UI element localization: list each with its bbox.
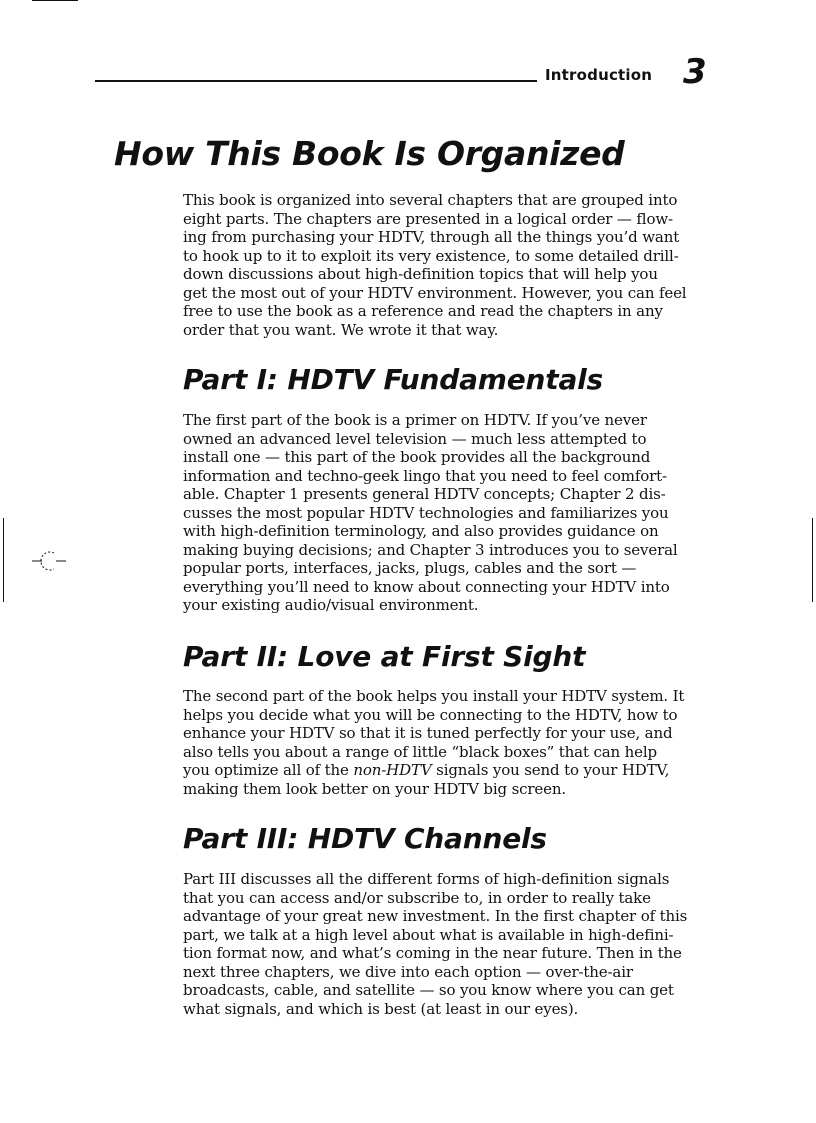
text-line: free to use the book as a reference and read the chapters in any <box>183 302 663 320</box>
section-heading-part-2: Part II: Love at First Sight <box>183 640 586 673</box>
text-line: ing from purchasing your HDTV, through all the things you’d want <box>183 228 680 246</box>
text-line: cusses the most popular HDTV technologies and familiarizes you <box>183 503 669 522</box>
text-line: owned an advanced level television — much less attempted to <box>183 429 647 448</box>
page-number: 3 <box>683 52 707 92</box>
text-line: that you can access and/or subscribe to, in order to really take <box>183 888 651 907</box>
paragraph-part-2 <box>183 687 723 798</box>
text-line: eight parts. The chapters are presented in a logical order — flow- <box>183 209 673 228</box>
text-line: order that you want. We wrote it that way. <box>183 320 499 339</box>
text-line: Part III discusses all the different forms of high-definition signals <box>183 870 670 888</box>
text-line <box>183 761 723 780</box>
text-line-end: signals you send to your HDTV, <box>436 761 670 779</box>
text-line: down discussions about high-definition topics that will help you <box>183 265 658 283</box>
text-line: get the most out of your HDTV environment. However, you can feel <box>183 283 687 302</box>
paragraph-part-1 <box>183 411 723 615</box>
running-head-rule <box>95 80 537 82</box>
section-heading-part-3: Part III: HDTV Channels <box>183 822 547 855</box>
text-line: advantage of your great new investment. In the first chapter of this <box>183 907 688 925</box>
paragraph-part-3 <box>183 870 723 1018</box>
text-line: able. Chapter 1 presents general HDTV concepts; Chapter 2 dis- <box>183 485 666 503</box>
text-line: This book is organized into several chapters that are grouped into <box>183 191 678 209</box>
text-line: broadcasts, cable, and satellite — so you know where you can get <box>183 981 674 999</box>
text-line: what signals, and which is best (at least in our eyes). <box>183 999 579 1018</box>
running-head <box>95 52 715 96</box>
crop-mark-right <box>812 518 813 602</box>
text-line: to hook up to it to exploit its very existence, to some detailed drill- <box>183 246 679 265</box>
text-line: The first part of the book is a primer on HDTV. If you’ve never <box>183 411 647 429</box>
text-line: The second part of the book helps you install your HDTV system. It <box>183 687 685 705</box>
crop-mark-left <box>3 518 4 602</box>
section-heading-organized: How This Book Is Organized <box>114 134 625 173</box>
italic-emphasis: non-HDTV <box>353 761 432 779</box>
text-line: popular ports, interfaces, jacks, plugs, cables and the sort — <box>183 559 637 577</box>
corner-crop-line <box>32 0 78 1</box>
registration-mark-icon <box>32 548 66 574</box>
paragraph-organized <box>183 191 723 339</box>
text-line: with high-definition terminology, and also provides guidance on <box>183 522 659 540</box>
text-line: your existing audio/visual environment. <box>183 596 479 614</box>
text-line: part, we talk at a high level about what is available in high-defini- <box>183 925 674 944</box>
text-line: tion format now, and what’s coming in the near future. Then in the <box>183 944 682 962</box>
text-line: information and techno-geek lingo that you need to feel comfort- <box>183 466 667 485</box>
section-heading-part-1: Part I: HDTV Fundamentals <box>183 363 604 396</box>
text-line: enhance your HDTV so that it is tuned perfectly for your use, and <box>183 724 673 742</box>
text-line: helps you decide what you will be connecting to the HDTV, how to <box>183 705 678 724</box>
text-line: making buying decisions; and Chapter 3 introduces you to several <box>183 540 678 559</box>
text-line: also tells you about a range of little “black boxes” that can help <box>183 742 657 761</box>
text-line: everything you’ll need to know about connecting your HDTV into <box>183 577 670 596</box>
text-line-start: you optimize all of the <box>183 761 349 779</box>
text-line: install one — this part of the book provides all the background <box>183 448 651 466</box>
running-head-title: Introduction <box>545 66 653 84</box>
text-line: next three chapters, we dive into each option — over-the-air <box>183 962 633 981</box>
text-line: making them look better on your HDTV big screen. <box>183 779 567 798</box>
